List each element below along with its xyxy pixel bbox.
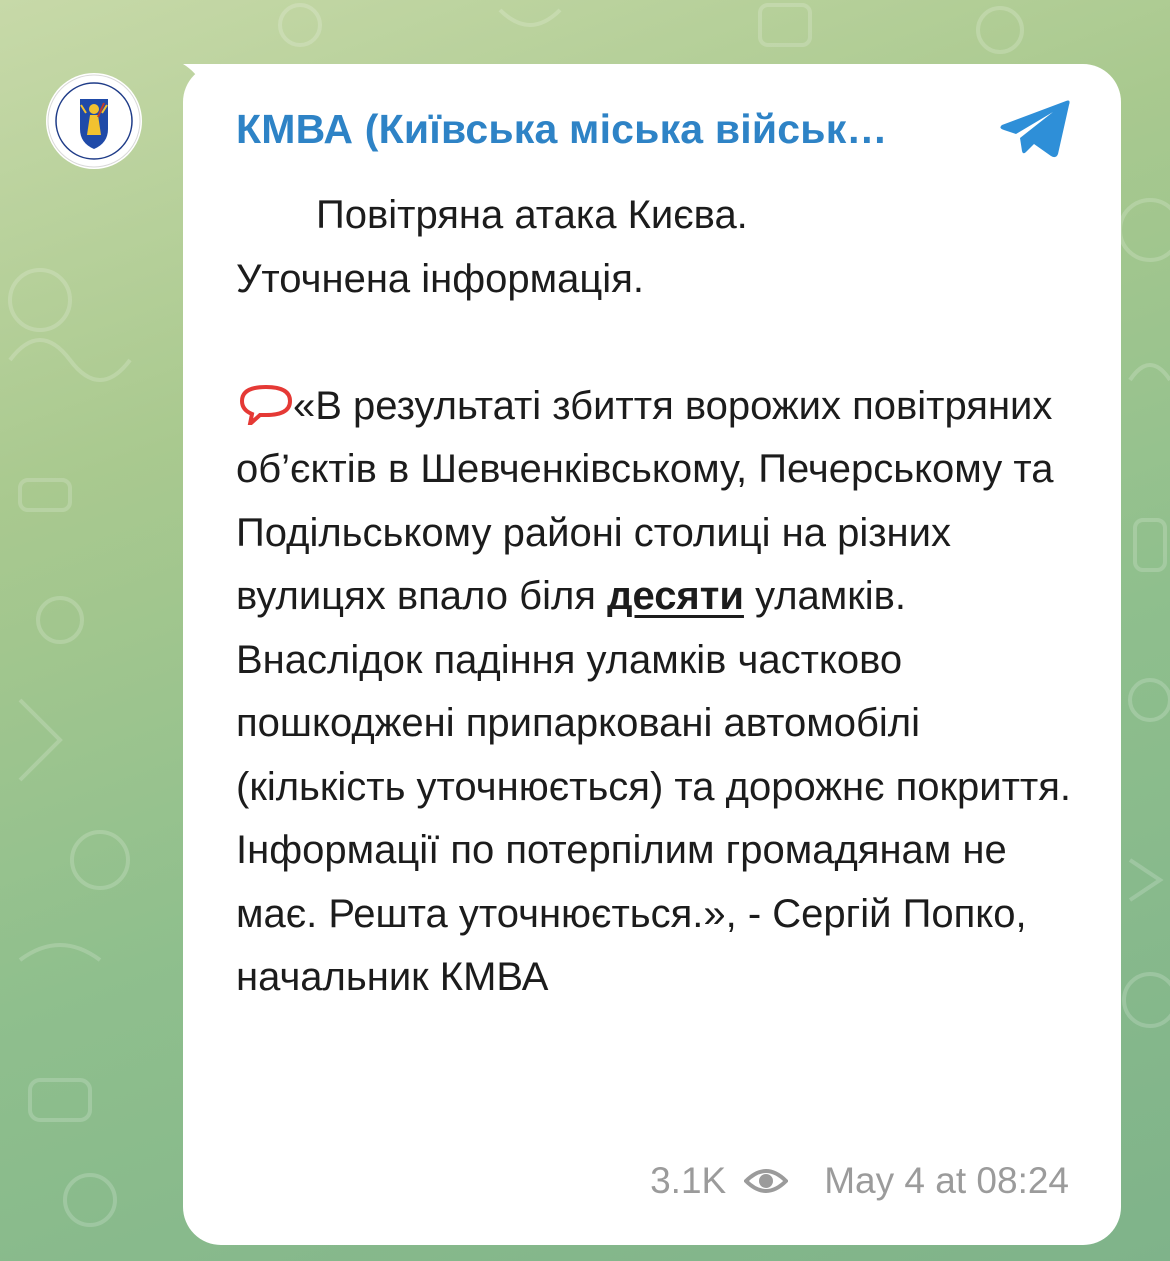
speech-bubble-icon — [236, 381, 293, 425]
post-text — [236, 184, 1096, 1010]
telegram-plane-icon[interactable] — [998, 98, 1072, 160]
post-quote — [236, 375, 1096, 1010]
eye-icon — [744, 1166, 788, 1196]
headline-text: Повітряна атака Києва. — [316, 193, 748, 237]
quote-text-start: «В результаті збиття ворожих повітряних об’єктів в Шевченківському, Печерському та Подільському районі столиці на різних вулицях впало біля — [236, 383, 1054, 618]
paragraph-spacer — [236, 311, 1096, 375]
channel-name[interactable]: КМВА (Київська міська військ… — [236, 106, 888, 152]
quote-text-end: уламків. Внаслідок падіння уламків частково пошкоджені припарковані автомобілі (кількість уточнюється) та дорожнє покриття. Інформації по потерпілим громадянам не має. Решта уточнюється.», - Сергій Попко, начальник КМВА — [236, 574, 1072, 999]
post-meta — [650, 1160, 1069, 1202]
quote-emphasis: десяти — [607, 574, 744, 618]
kyiv-emblem-avatar — [46, 73, 142, 169]
post-timestamp: May 4 at 08:24 — [824, 1160, 1069, 1201]
view-count: 3.1K — [650, 1160, 727, 1201]
post-subheadline: Уточнена інформація. — [236, 256, 644, 301]
channel-post-bubble[interactable] — [183, 64, 1121, 1245]
channel-avatar[interactable] — [46, 73, 142, 169]
post-headline — [236, 184, 1096, 248]
